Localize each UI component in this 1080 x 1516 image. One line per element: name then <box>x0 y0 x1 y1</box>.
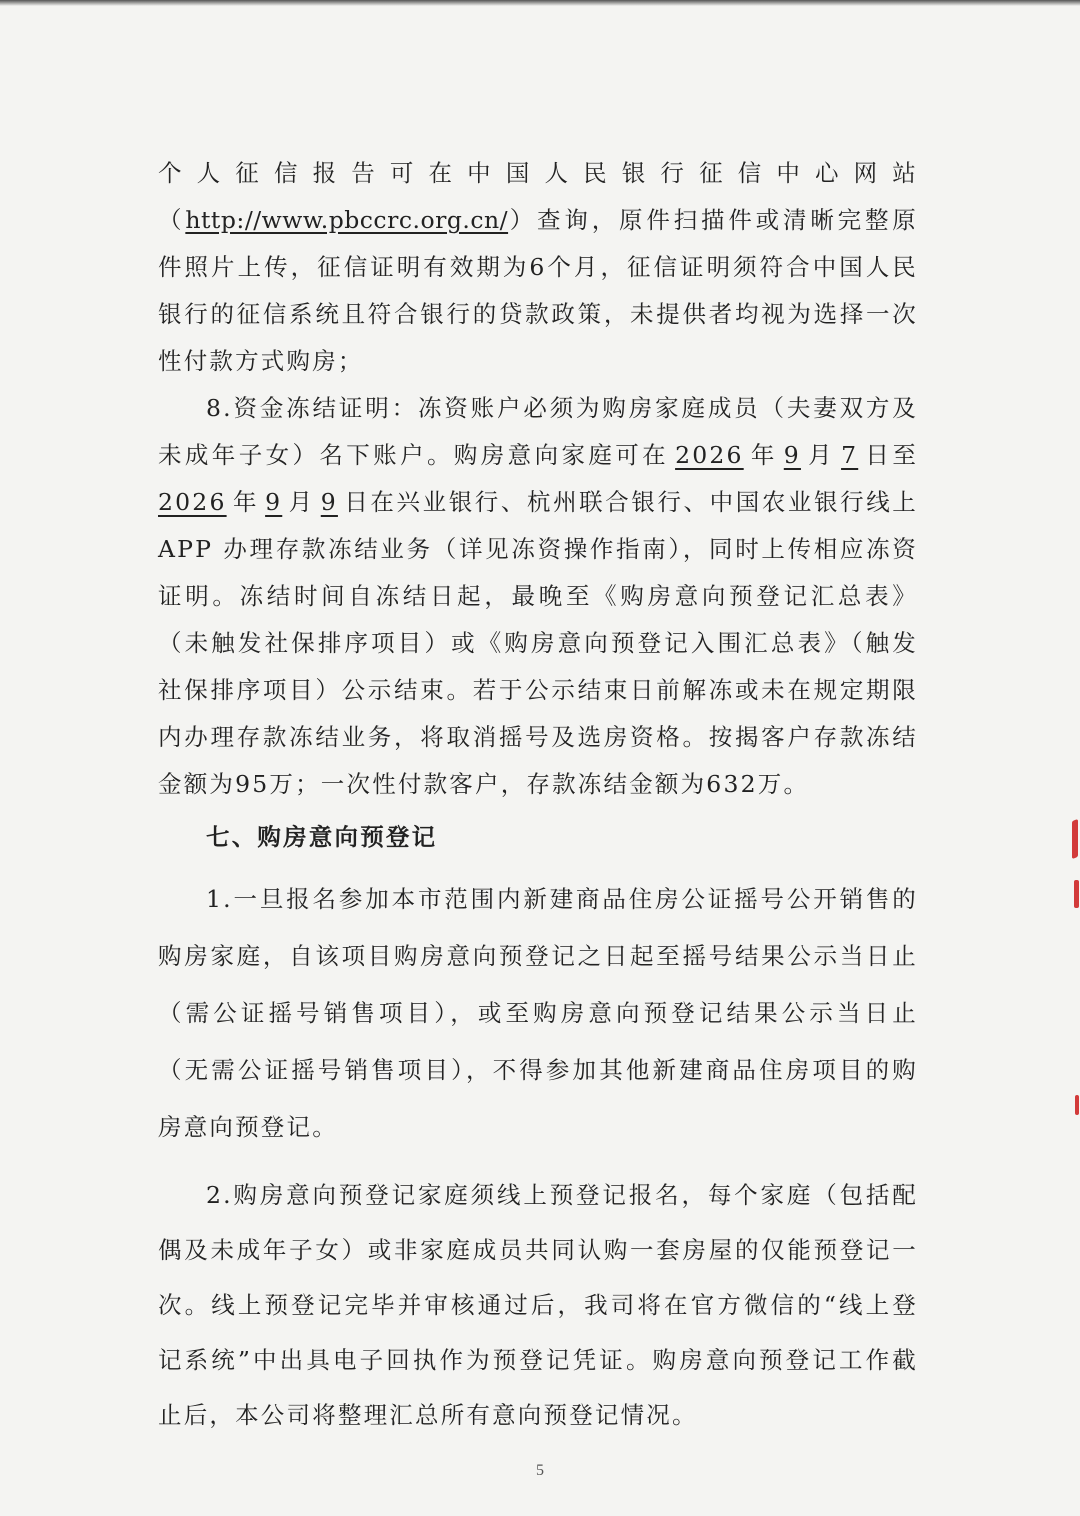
text-line: 内办理存款冻结业务，将取消摇号及选房资格。按揭客户存款冻结 <box>158 723 918 751</box>
section7-item-1 <box>158 871 918 1156</box>
text-line: 8.资金冻结证明：冻资账户必须为购房家庭成员（夫妻双方及 <box>206 394 918 422</box>
freeze-end-year: 2026 <box>158 488 227 516</box>
text-line <box>158 197 918 244</box>
section-heading: 七、购房意向预登记 <box>206 823 438 851</box>
text-line <box>158 479 918 526</box>
text-line: 止后，本公司将整理汇总所有意向预登记情况。 <box>158 1401 698 1429</box>
text-line: （无需公证摇号销售项目），不得参加其他新建商品住房项目的购 <box>158 1056 918 1084</box>
text-line: 证明。冻结时间自冻结日起，最晚至《购房意向预登记汇总表》 <box>158 582 918 610</box>
seal-fragment <box>1072 819 1078 859</box>
text-line: 1.一旦报名参加本市范围内新建商品住房公证摇号公开销售的 <box>206 885 918 913</box>
text-fragment: 日至 <box>864 441 919 469</box>
text-line: 次。线上预登记完毕并审核通过后，我司将在官方微信的“线上登 <box>158 1291 918 1319</box>
text-line: 银行的征信系统且符合银行的贷款政策，未提供者均视为选择一次 <box>158 300 918 328</box>
spacer <box>158 861 918 871</box>
page-number: 5 <box>536 1462 544 1479</box>
freeze-start-year: 2026 <box>675 441 744 469</box>
text-line: 记系统”中出具电子回执作为预登记凭证。购房意向预登记工作截 <box>158 1346 918 1374</box>
scan-edge <box>0 0 1080 6</box>
text-fragment: 月 <box>288 488 315 516</box>
seal-fragment <box>1075 1095 1079 1115</box>
fund-freeze-paragraph <box>158 385 918 808</box>
text-line: 购房家庭，自该项目购房意向预登记之日起至摇号结果公示当日止 <box>158 942 918 970</box>
text-line: 件照片上传，征信证明有效期为6个月，征信证明须符合中国人民 <box>158 253 918 281</box>
text-fragment: 日在兴业银行、杭州联合银行、中国农业银行线上 <box>343 488 919 516</box>
text-fragment: ）查询，原件扫描件或清晰完整原 <box>508 206 919 234</box>
paren-open: （ <box>158 206 186 234</box>
text-line: APP 办理存款冻结业务（详见冻资操作指南），同时上传相应冻资 <box>158 535 918 563</box>
text-fragment: 年 <box>232 488 260 516</box>
text-line: 金额为95万；一次性付款客户，存款冻结金额为632万。 <box>158 770 810 798</box>
text-fragment: 年 <box>749 441 778 469</box>
freeze-start-month: 9 <box>783 441 801 469</box>
section7-item-2 <box>158 1168 918 1443</box>
text-fragment: 未成年子女）名下账户。购房意向家庭可在 <box>158 441 670 469</box>
text-line: 个人征信报告可在中国人民银行征信中心网站 <box>158 159 918 187</box>
seal-fragment <box>1074 880 1079 908</box>
text-line: （需公证摇号销售项目），或至购房意向预登记结果公示当日止 <box>158 999 918 1027</box>
text-line: 房意向预登记。 <box>158 1113 338 1141</box>
freeze-start-day: 7 <box>841 441 859 469</box>
credit-center-url[interactable]: http://www.pbccrc.org.cn/ <box>185 206 509 234</box>
spacer <box>158 1156 918 1168</box>
text-line <box>158 432 918 479</box>
text-line: 偶及未成年子女）或非家庭成员共同认购一套房屋的仅能预登记一 <box>158 1236 918 1264</box>
text-line: 2.购房意向预登记家庭须线上预登记报名，每个家庭（包括配 <box>206 1181 918 1209</box>
text-fragment: 月 <box>806 441 836 469</box>
text-line: 社保排序项目）公示结束。若于公示结束日前解冻或未在规定期限 <box>158 676 918 704</box>
freeze-end-month: 9 <box>265 488 283 516</box>
text-line: 性付款方式购房； <box>158 347 364 375</box>
text-line: （未触发社保排序项目）或《购房意向预登记入围汇总表》（触发 <box>158 629 918 657</box>
credit-report-paragraph <box>158 150 918 385</box>
freeze-end-day: 9 <box>320 488 338 516</box>
document-body <box>158 150 918 1443</box>
